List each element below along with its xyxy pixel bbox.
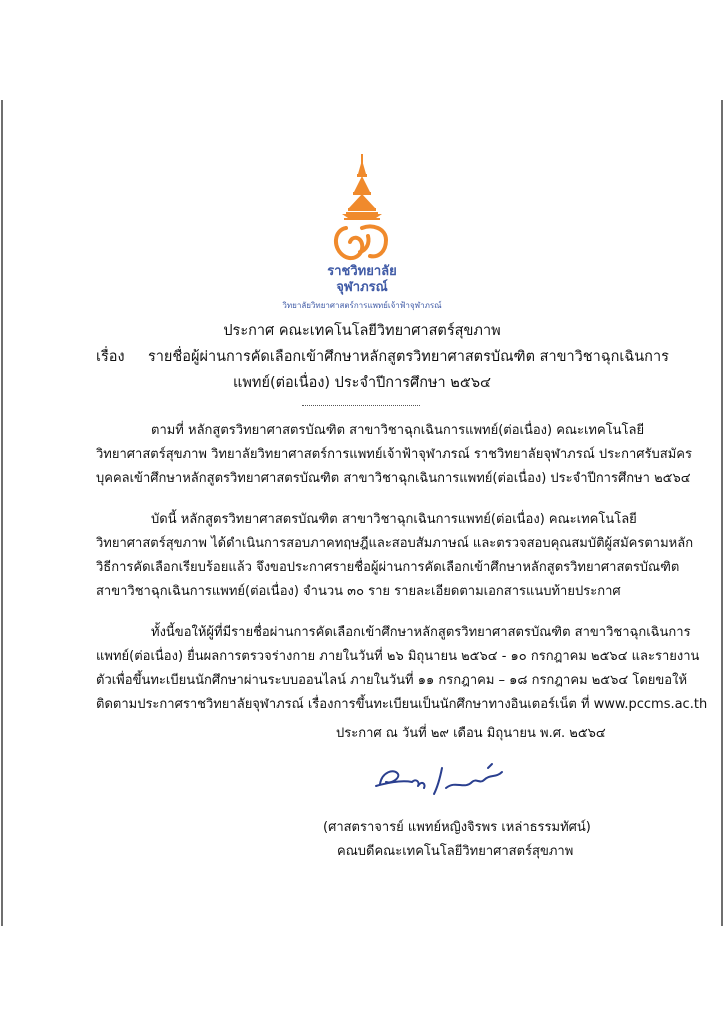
institution-subtitle: วิทยาลัยวิทยาศาสตร์การแพทย์เจ้าฟ้าจุฬาภรณ์ [282, 301, 442, 310]
paragraph-2-line-4: สาขาวิชาฉุกเฉินการแพทย์(ต่อเนื่อง) จำนวน ๓๐ ราย รายละเอียดตามเอกสารแนบท้ายประกาศ [96, 584, 621, 599]
signer-name: (ศาสตราจารย์ แพทย์หญิงจิรพร เหล่าธรรมทัศน์) [323, 820, 591, 835]
logo-monogram [336, 227, 386, 259]
paragraph-1-line-3: บุคคลเข้าศึกษาหลักสูตรวิทยาศาสตรบัณฑิต สาขาวิชาฉุกเฉินการแพทย์(ต่อเนื่อง) ประจำปีการศึกษา ๒๕๖๔ [96, 471, 691, 486]
institution-name-line1: ราชวิทยาลัย [327, 264, 397, 279]
paragraph-3-line-4: ติดตามประกาศราชวิทยาลัยจุฬาภรณ์ เรื่องการขึ้นทะเบียนเป็นนักศึกษาทางอินเตอร์เน็ต ที่ www.pccms.ac.th [96, 697, 708, 712]
signer-position: คณบดีคณะเทคโนโลยีวิทยาศาสตร์สุขภาพ [337, 844, 574, 859]
paragraph-2-line-1: บัดนี้ หลักสูตรวิทยาศาสตรบัณฑิต สาขาวิชาฉุกเฉินการแพทย์(ต่อเนื่อง) คณะเทคโนโลยี [151, 512, 637, 527]
paragraph-3-line-3: ตัวเพื่อขึ้นทะเบียนนักศึกษาผ่านระบบออนไลน์ ภายในวันที่ ๑๑ กรกฎาคม – ๑๘ กรกฎาคม ๒๕๖๔ โดยขอให้ [96, 673, 688, 688]
dotted-divider [302, 405, 420, 406]
paragraph-2-line-2: วิทยาศาสตร์สุขภาพ ได้ดำเนินการสอบภาคทฤษฎีและสอบสัมภาษณ์ และตรวจสอบคุณสมบัติผู้สมัครตามหลัก [96, 536, 694, 551]
paragraph-1-line-2: วิทยาศาสตร์สุขภาพ วิทยาลัยวิทยาศาสตร์การแพทย์เจ้าฟ้าจุฬาภรณ์ ราชวิทยาลัยจุฬาภรณ์ ประกาศรับสมัคร [96, 447, 692, 462]
paragraph-2-line-3: วิธีการคัดเลือกเรียบร้อยแล้ว จึงขอประกาศรายชื่อผู้ผ่านการคัดเลือกเข้าศึกษาหลักสูตรวิทยาศาสตรบัณฑิต [96, 560, 680, 575]
paragraph-1-line-1: ตามที่ หลักสูตรวิทยาศาสตรบัณฑิต สาขาวิชาฉุกเฉินการแพทย์(ต่อเนื่อง) คณะเทคโนโลยี [151, 423, 645, 438]
subject-line-1: รายชื่อผู้ผ่านการคัดเลือกเข้าศึกษาหลักสูตรวิทยาศาสตรบัณฑิต สาขาวิชาฉุกเฉินการ [148, 349, 669, 365]
subject-line-2: แพทย์(ต่อเนื่อง) ประจำปีการศึกษา ๒๕๖๔ [233, 375, 491, 391]
institution-logo [316, 152, 408, 264]
page-edge-right [721, 100, 723, 926]
subject-label: เรื่อง [96, 349, 125, 365]
announcement-title: ประกาศ คณะเทคโนโลยีวิทยาศาสตร์สุขภาพ [223, 323, 501, 339]
logo-spire [342, 154, 382, 220]
page-edge-left [1, 100, 3, 926]
signature-image [372, 760, 522, 800]
paragraph-3-line-1: ทั้งนี้ขอให้ผู้ที่มีรายชื่อผ่านการคัดเลือกเข้าศึกษาหลักสูตรวิทยาศาสตรบัณฑิต สาขาวิชาฉุกเฉินการ [151, 625, 691, 640]
announcement-date: ประกาศ ณ วันที่ ๒๙ เดือน มิถุนายน พ.ศ. ๒๕๖๔ [336, 726, 606, 741]
paragraph-3-line-2: แพทย์(ต่อเนื่อง) ยื่นผลการตรวจร่างกาย ภายในวันที่ ๒๖ มิถุนายน ๒๕๖๔ - ๑๐ กรกฎาคม ๒๕๖๔ และรายงาน [96, 649, 700, 664]
institution-name-line2: จุฬาภรณ์ [336, 280, 388, 295]
